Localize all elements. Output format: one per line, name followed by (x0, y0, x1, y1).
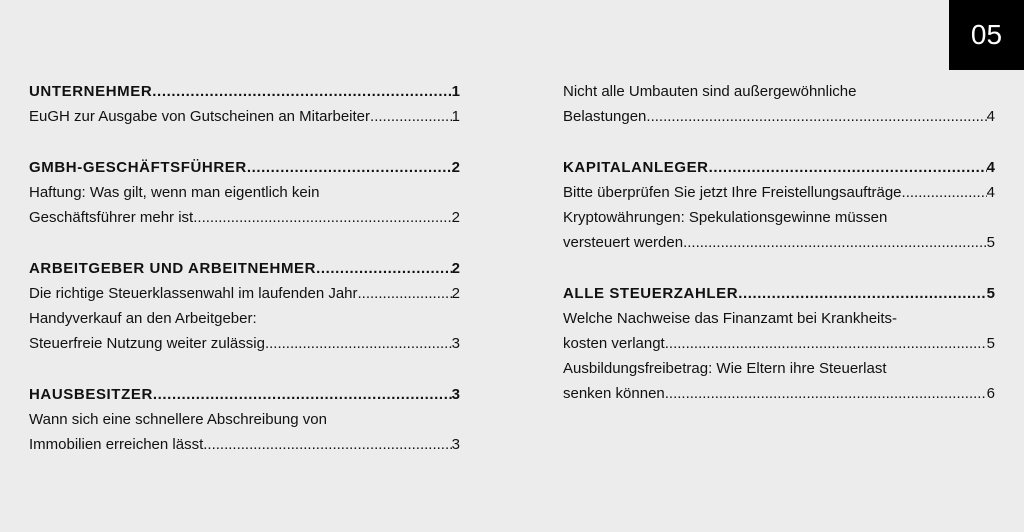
toc-entry-page: 6 (986, 385, 995, 402)
toc-entry-text: Nicht alle Umbauten sind außergewöhnliche (563, 83, 857, 100)
dot-leader (193, 209, 451, 226)
toc-entry-text: EuGH zur Ausgabe von Gutscheinen an Mitarbeiter (29, 108, 371, 125)
dot-leader (152, 83, 451, 100)
section-heading[interactable] (563, 159, 995, 184)
toc-entry-text: Handyverkauf an den Arbeitgeber: (29, 310, 257, 327)
page-number-badge (949, 0, 1024, 70)
toc-right-column (563, 83, 995, 436)
dot-leader (265, 335, 452, 352)
toc-entry-page: 5 (986, 234, 995, 251)
section-heading-title: GMBH-GESCHÄFTSFÜHRER (29, 159, 247, 176)
toc-entry-line[interactable] (563, 209, 995, 234)
toc-entry-line[interactable] (29, 184, 460, 209)
toc-entry-text: Welche Nachweise das Finanzamt bei Krankheits- (563, 310, 898, 327)
toc-entry-text: kosten verlangt (563, 335, 665, 352)
toc-entry-text: Wann sich eine schnellere Abschreibung von (29, 411, 327, 428)
dot-leader (370, 108, 452, 125)
dot-leader (683, 234, 987, 251)
dot-leader (153, 386, 452, 403)
toc-left-column (29, 83, 460, 487)
dot-leader (646, 108, 986, 125)
section-heading-title: HAUSBESITZER (29, 386, 153, 403)
toc-entry[interactable] (29, 335, 460, 360)
toc-entry[interactable] (563, 108, 995, 133)
toc-entry-text: Immobilien erreichen lässt (29, 436, 204, 453)
toc-entry-page: 1 (451, 108, 460, 125)
section-heading-title: UNTERNEHMER (29, 83, 153, 100)
toc-entry-page: 3 (451, 436, 460, 453)
toc-entry[interactable] (29, 285, 460, 310)
toc-entry-text: Kryptowährungen: Spekulationsgewinne müssen (563, 209, 888, 226)
toc-section (563, 83, 995, 133)
toc-entry-line[interactable] (29, 310, 460, 335)
toc-entry-text: Ausbildungsfreibetrag: Wie Eltern ihre Steuerlast (563, 360, 887, 377)
toc-entry[interactable] (563, 335, 995, 360)
toc-entry[interactable] (563, 184, 995, 209)
section-heading[interactable] (29, 260, 460, 285)
toc-section (563, 159, 995, 259)
toc-entry[interactable] (29, 436, 460, 461)
dot-leader (665, 385, 987, 402)
toc-section (29, 159, 460, 234)
toc-entry-line[interactable] (563, 360, 995, 385)
section-heading-title: KAPITALANLEGER (563, 159, 709, 176)
dot-leader (358, 285, 452, 302)
toc-entry-text: Steuerfreie Nutzung weiter zulässig (29, 335, 265, 352)
section-heading-page: 1 (451, 83, 460, 100)
section-heading[interactable] (29, 83, 460, 108)
section-heading-page: 3 (451, 386, 460, 403)
dot-leader (247, 159, 452, 176)
toc-entry[interactable] (29, 108, 460, 133)
toc-entry-text: Haftung: Was gilt, wenn man eigentlich kein (29, 184, 320, 201)
toc-entry-text: Die richtige Steuerklassenwahl im laufenden Jahr (29, 285, 358, 302)
toc-entry-line[interactable] (563, 310, 995, 335)
toc-entry-page: 4 (986, 184, 995, 201)
toc-section (29, 386, 460, 461)
section-heading-title: ALLE STEUERZAHLER (563, 285, 739, 302)
section-heading-page: 4 (986, 159, 995, 176)
toc-entry-line[interactable] (29, 411, 460, 436)
toc-entry-text: Bitte überprüfen Sie jetzt Ihre Freistellungsaufträge (563, 184, 902, 201)
toc-entry-page: 4 (986, 108, 995, 125)
section-heading-page: 5 (986, 285, 995, 302)
section-heading[interactable] (29, 386, 460, 411)
dot-leader (316, 260, 452, 277)
toc-entry-page: 3 (451, 335, 460, 352)
toc-section (29, 260, 460, 360)
section-heading[interactable] (29, 159, 460, 184)
toc-entry-page: 5 (986, 335, 995, 352)
section-heading-page: 2 (451, 260, 460, 277)
section-heading-page: 2 (451, 159, 460, 176)
toc-entry[interactable] (29, 209, 460, 234)
toc-entry-page: 2 (451, 285, 460, 302)
toc-section (29, 83, 460, 133)
section-heading-title: ARBEITGEBER UND ARBEITNEHMER (29, 260, 317, 277)
toc-entry-text: Belastungen (563, 108, 647, 125)
toc-section (563, 285, 995, 410)
dot-leader (665, 335, 987, 352)
section-heading[interactable] (563, 285, 995, 310)
toc-entry-text: Geschäftsführer mehr ist (29, 209, 194, 226)
dot-leader (902, 184, 987, 201)
toc-entry[interactable] (563, 234, 995, 259)
toc-entry-line[interactable] (563, 83, 995, 108)
dot-leader (203, 436, 451, 453)
toc-entry-text: senken können (563, 385, 665, 402)
page-number: 05 (970, 19, 1003, 50)
toc-entry-page: 2 (451, 209, 460, 226)
dot-leader (709, 159, 987, 176)
toc-entry-text: versteuert werden (563, 234, 684, 251)
dot-leader (738, 285, 986, 302)
toc-entry[interactable] (563, 385, 995, 410)
